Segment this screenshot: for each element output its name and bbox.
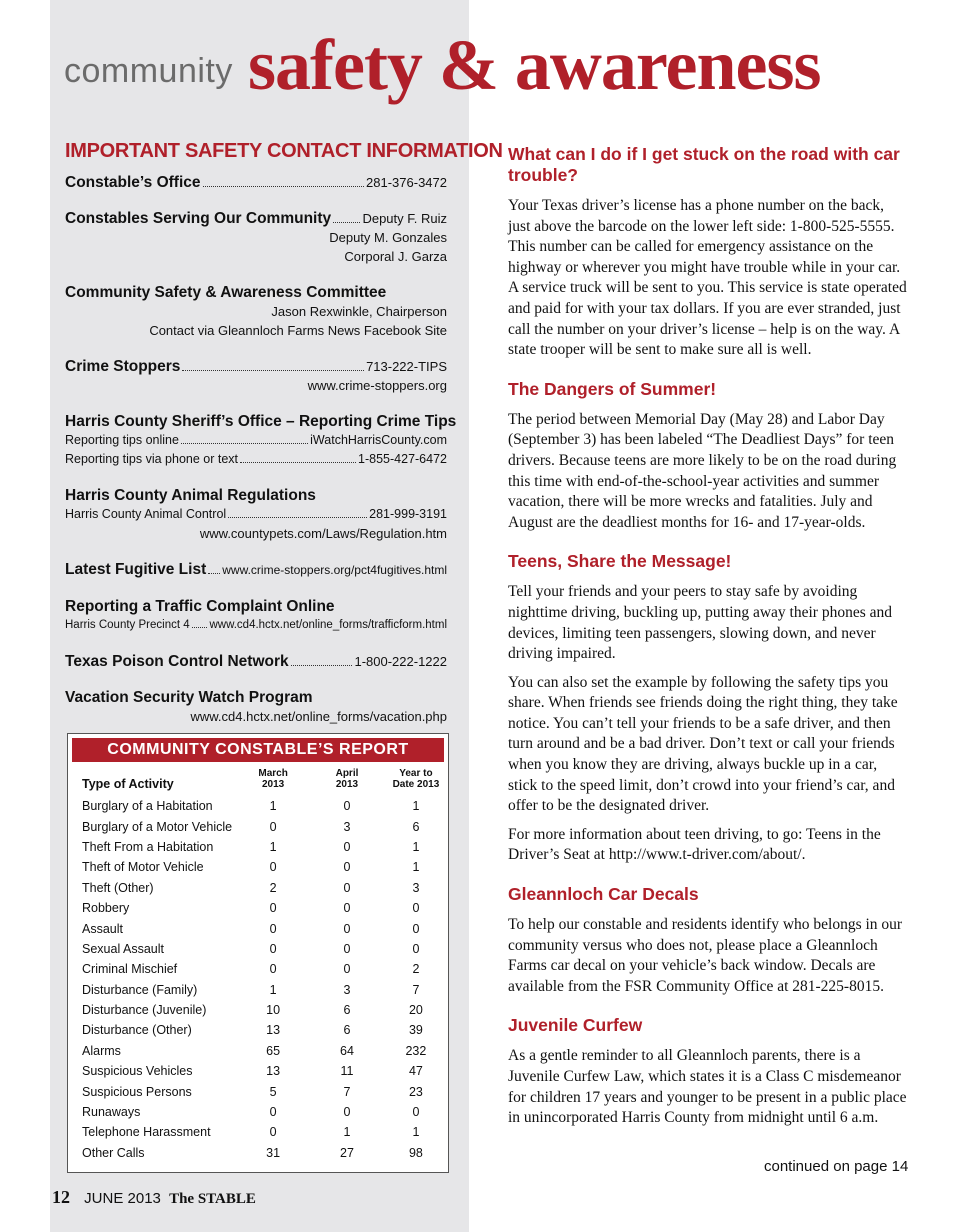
april-count: 0 — [343, 901, 351, 916]
contact-link[interactable]: iWatchHarrisCounty.com — [310, 433, 447, 447]
header-community: community — [64, 52, 233, 90]
march-count: 0 — [269, 1125, 277, 1140]
header-title: safety & awareness — [248, 25, 821, 105]
contact-link[interactable]: www.cd4.hctx.net/online_forms/trafficform.html — [209, 619, 447, 631]
contact-link[interactable]: www.crime-stoppers.org/pct4fugitives.html — [222, 563, 447, 577]
march-count: 65 — [266, 1043, 281, 1058]
table-row — [82, 898, 448, 918]
april-count: 11 — [340, 1064, 354, 1079]
contact-label: Reporting a Traffic Complaint Online — [65, 598, 335, 615]
contact-sheriff — [65, 412, 457, 469]
ytd-count: 1 — [412, 799, 420, 814]
contact-constable-office — [65, 173, 447, 192]
article-paragraph: You can also set the example by following the safety tips you share. When friends see friends doing the right thing, they take notice. You can’t tell your friends to be a safe driver, and then turn around and be a bad driver. Don’t text or call your friends when you know they are driving, always buckle up in a car, stick to the speed limit, don’t crowd into your friend’s car, and offer to be the designated driver. — [508, 673, 898, 815]
march-count: 0 — [269, 819, 277, 834]
contact-label: Constable’s Office — [65, 174, 201, 191]
col-april: April 2013 — [335, 768, 359, 790]
col-march: March 2013 — [258, 768, 288, 790]
contact-title: IMPORTANT SAFETY CONTACT INFORMATION — [65, 140, 503, 162]
col-type: Type of Activity — [82, 777, 174, 791]
ytd-count: 23 — [408, 1084, 423, 1099]
april-count: 0 — [343, 941, 351, 956]
contact-phone: 713-222-TIPS — [366, 359, 447, 374]
march-count: 10 — [266, 1003, 281, 1018]
activity-type: Disturbance (Juvenile) — [82, 1003, 207, 1018]
contact-label: Latest Fugitive List — [65, 561, 207, 578]
ytd-count: 1 — [412, 839, 420, 854]
april-count: 7 — [343, 1084, 351, 1099]
article — [508, 884, 908, 997]
table-row — [82, 857, 448, 877]
april-count: 6 — [343, 1003, 351, 1018]
contact-label: Texas Poison Control Network — [65, 653, 289, 670]
table-row — [82, 959, 448, 979]
table-row — [82, 980, 448, 1000]
activity-type: Suspicious Persons — [82, 1084, 192, 1099]
articles — [508, 144, 908, 1147]
contact-key: Reporting tips via phone or text — [65, 452, 239, 466]
constable-report — [67, 733, 449, 1173]
march-count: 0 — [269, 860, 277, 875]
article-paragraph: Tell your friends and your peers to stay safe by avoiding nighttime driving, buckling up, putting away their phones and devices, limiting teen passengers, slowing down, and never driving impaired. — [508, 583, 892, 663]
activity-type: Theft of Motor Vehicle — [82, 860, 204, 875]
ytd-count: 39 — [408, 1023, 423, 1038]
contact-link[interactable]: www.countypets.com/Laws/Regulation.htm — [199, 526, 447, 541]
contact-phone: 1-855-427-6472 — [358, 452, 447, 466]
ytd-count: 2 — [412, 962, 420, 977]
contact-vacation — [65, 688, 447, 726]
april-count: 0 — [343, 839, 351, 854]
april-count: 0 — [343, 799, 351, 814]
table-row — [82, 918, 448, 938]
ytd-count: 98 — [408, 1145, 423, 1160]
contact-detail: Jason Rexwinkle, Chairperson — [271, 304, 447, 319]
contact-detail: Contact via Gleannloch Farms News Facebook Site — [149, 323, 447, 338]
april-count: 3 — [343, 819, 351, 834]
activity-type: Other Calls — [82, 1145, 145, 1160]
ytd-count: 0 — [412, 901, 420, 916]
activity-type: Assault — [82, 921, 123, 936]
ytd-count: 7 — [412, 982, 420, 997]
april-count: 64 — [340, 1043, 354, 1058]
march-count: 2 — [269, 880, 277, 895]
contact-key: Reporting tips online — [65, 433, 179, 447]
march-count: 31 — [266, 1145, 281, 1160]
table-row — [82, 1000, 448, 1020]
contact-phone: 281-999-3191 — [369, 507, 447, 521]
april-count: 0 — [343, 860, 351, 875]
table-row — [82, 1102, 448, 1122]
april-count: 1 — [343, 1125, 351, 1140]
activity-type: Burglary of a Habitation — [82, 799, 213, 814]
ytd-count: 232 — [405, 1043, 427, 1058]
ytd-count: 3 — [412, 880, 420, 895]
article-title: The Dangers of Summer! — [508, 378, 717, 399]
april-count: 27 — [340, 1145, 354, 1160]
article-paragraph: As a gentle reminder to all Gleannloch parents, there is a Juvenile Curfew Law, which states it is a Class C misdemeanor for children 17 years and younger to be present in a public place in unincorporated Harris County from midnight until 6 a.m. — [508, 1047, 907, 1127]
article-paragraph: The period between Memorial Day (May 28) and Labor Day (September 3) has been labeled “The Deadliest Days” for teen drivers. Because teens are more likely to be on the road during this time with end-of-the-school-year activities and summer vacation, there will be more wrecks and fatalities. July and August are the deadliest months for 16- and 17-year-olds. — [508, 410, 897, 531]
activity-type: Theft (Other) — [82, 880, 154, 895]
table-row — [82, 939, 448, 959]
contact-animal — [65, 486, 447, 543]
contact-label: Crime Stoppers — [65, 358, 181, 375]
report-title: COMMUNITY CONSTABLE’S REPORT — [72, 738, 444, 762]
contact-constables-serving — [65, 209, 447, 266]
ytd-count: 0 — [412, 921, 420, 936]
activity-type: Disturbance (Other) — [82, 1023, 192, 1038]
april-count: 3 — [343, 982, 351, 997]
march-count: 0 — [269, 921, 277, 936]
page-number: 12 — [52, 1187, 70, 1207]
ytd-count: 0 — [412, 1105, 420, 1120]
article — [508, 551, 908, 866]
march-count: 1 — [269, 982, 277, 997]
table-row — [82, 796, 448, 816]
contact-committee — [65, 283, 447, 340]
april-count: 0 — [343, 921, 351, 936]
col-ytd: Year to Date 2013 — [392, 768, 440, 790]
table-row — [82, 1122, 448, 1142]
march-count: 0 — [269, 901, 277, 916]
activity-type: Robbery — [82, 901, 130, 916]
march-count: 5 — [269, 1084, 277, 1099]
article-paragraph: Your Texas driver’s license has a phone number on the back, just above the barcode on the lower left side: 1-800-525-5555. This number can be called for emergency assistance on the highway or wherever you might have trouble while in your car. A service truck will be sent to you. This service is state operated and paid for with your tax dollars. If you are ever stranded, just call the number on your driver’s license – help is on the way. A state trooper will be sent to make sure all is well. — [508, 197, 907, 359]
contact-phone: 1-800-222-1222 — [354, 654, 447, 669]
article — [508, 1015, 908, 1128]
ytd-count: 6 — [412, 819, 420, 834]
article-title: Juvenile Curfew — [508, 1015, 643, 1036]
article — [508, 379, 908, 534]
march-count: 0 — [269, 1105, 277, 1120]
article-title: What can I do if I get stuck on the road with car trouble? — [508, 144, 900, 185]
ytd-count: 1 — [412, 1125, 420, 1140]
ytd-count: 0 — [412, 941, 420, 956]
article-paragraph: To help our constable and residents identify who belongs in our community versus who does not, please place a Gleannloch Farms car decal on your vehicle’s back window. Decals are available from the FSR Community Office at 281-225-8015. — [508, 916, 903, 995]
contact-info — [65, 140, 503, 743]
table-row — [82, 1143, 448, 1163]
page-footer — [52, 1187, 256, 1208]
april-count: 0 — [343, 1105, 351, 1120]
publication-name: The STABLE — [169, 1191, 256, 1207]
ytd-count: 20 — [408, 1003, 423, 1018]
table-row — [82, 837, 448, 857]
activity-type: Alarms — [82, 1043, 121, 1058]
activity-type: Burglary of a Motor Vehicle — [82, 819, 233, 834]
table-row — [82, 1041, 448, 1061]
activity-type: Telephone Harassment — [82, 1125, 211, 1140]
table-row — [82, 1081, 448, 1101]
contact-phone: 281-376-3472 — [366, 175, 447, 190]
article-paragraph: For more information about teen driving, to go: Teens in the Driver’s Seat at http://www.t-driver.com/about/. — [508, 825, 881, 864]
contact-key: Harris County Precinct 4 — [65, 619, 190, 631]
ytd-count: 1 — [412, 860, 420, 875]
april-count: 0 — [343, 962, 351, 977]
contact-link[interactable]: www.cd4.hctx.net/online_forms/vacation.php — [190, 709, 447, 724]
table-row — [82, 878, 448, 898]
activity-type: Sexual Assault — [82, 941, 164, 956]
table-row — [82, 816, 448, 836]
activity-type: Disturbance (Family) — [82, 982, 198, 997]
activity-type: Runaways — [82, 1105, 141, 1120]
contact-link[interactable]: www.crime-stoppers.org — [307, 378, 447, 393]
continued-note: continued on page 14 — [764, 1158, 909, 1175]
contact-label: Vacation Security Watch Program — [65, 689, 313, 706]
contact-key: Harris County Animal Control — [65, 507, 227, 521]
activity-type: Criminal Mischief — [82, 962, 178, 977]
contact-poison — [65, 652, 447, 671]
contact-label: Community Safety & Awareness Committee — [65, 284, 387, 301]
march-count: 0 — [269, 962, 277, 977]
activity-type: Suspicious Vehicles — [82, 1064, 193, 1079]
article — [508, 144, 908, 361]
article-title: Gleannloch Car Decals — [508, 884, 699, 905]
contact-label: Harris County Sheriff’s Office – Reporting Crime Tips — [65, 413, 457, 430]
table-row — [82, 1061, 448, 1081]
article-title: Teens, Share the Message! — [508, 551, 732, 572]
contact-deputy: Deputy M. Gonzales — [329, 230, 447, 245]
contact-traffic — [65, 597, 447, 635]
contact-deputy: Deputy F. Ruiz — [362, 211, 447, 226]
contact-deputy: Corporal J. Garza — [344, 249, 447, 264]
contact-label: Harris County Animal Regulations — [65, 487, 316, 504]
april-count: 0 — [343, 880, 351, 895]
issue-month: JUNE 2013 — [84, 1190, 161, 1207]
march-count: 0 — [269, 941, 277, 956]
march-count: 13 — [266, 1023, 281, 1038]
table-row — [82, 1020, 448, 1040]
march-count: 1 — [269, 839, 277, 854]
contact-crime-stoppers — [65, 357, 447, 395]
contact-label: Constables Serving Our Community — [65, 210, 332, 227]
march-count: 1 — [269, 799, 277, 814]
report-table — [82, 768, 448, 1163]
activity-type: Theft From a Habitation — [82, 839, 214, 854]
march-count: 13 — [266, 1064, 281, 1079]
april-count: 6 — [343, 1023, 351, 1038]
ytd-count: 47 — [408, 1064, 423, 1079]
contact-fugitive — [65, 560, 447, 580]
